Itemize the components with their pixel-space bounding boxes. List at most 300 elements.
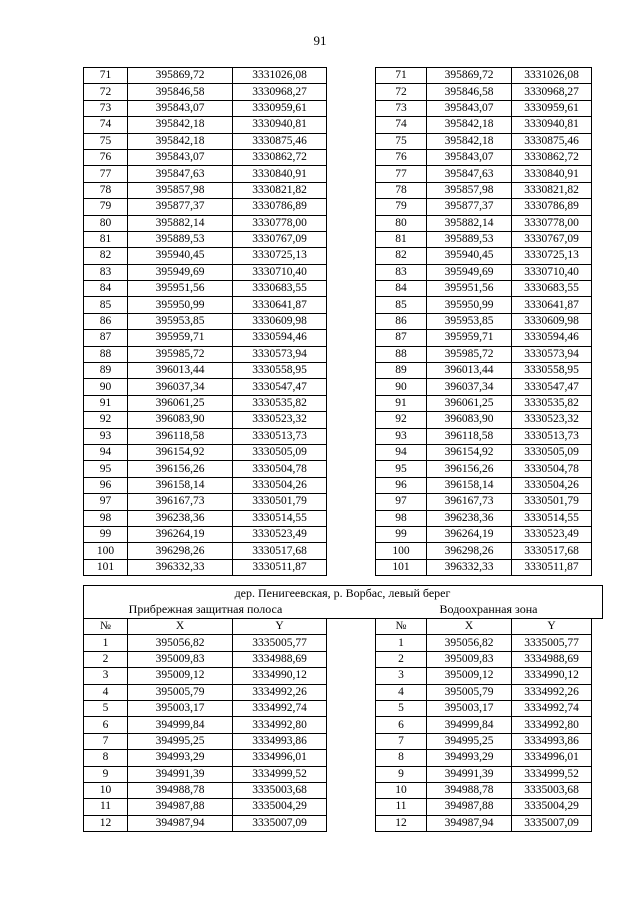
point-number: 83 — [376, 264, 427, 280]
point-number: 71 — [376, 68, 427, 84]
coordinate-y: 3334992,26 — [233, 684, 327, 700]
table-row — [376, 100, 592, 116]
coordinate-x: 396013,44 — [427, 363, 512, 379]
coordinate-y: 3330683,55 — [233, 281, 327, 297]
coordinate-y: 3330609,98 — [512, 313, 592, 329]
table-row — [376, 281, 592, 297]
coordinate-y: 3335005,77 — [512, 635, 592, 651]
point-number: 84 — [84, 281, 128, 297]
coordinate-y: 3330501,79 — [233, 494, 327, 510]
coordinate-x: 396264,19 — [427, 526, 512, 542]
coordinate-x: 395953,85 — [427, 313, 512, 329]
point-number: 7 — [376, 733, 427, 749]
point-number: 94 — [84, 444, 128, 460]
point-number: 11 — [376, 799, 427, 815]
coordinate-x: 395005,79 — [427, 684, 512, 700]
coordinate-y: 3330821,82 — [233, 182, 327, 198]
table-row — [376, 166, 592, 182]
header-x: X — [128, 619, 233, 635]
coordinate-x: 396013,44 — [128, 363, 233, 379]
coordinate-x: 395985,72 — [427, 346, 512, 362]
coordinate-y: 3330535,82 — [512, 395, 592, 411]
point-number: 99 — [84, 526, 128, 542]
point-number: 98 — [84, 510, 128, 526]
coordinate-x: 395857,98 — [427, 182, 512, 198]
table-row — [84, 248, 327, 264]
coordinate-x: 396061,25 — [427, 395, 512, 411]
coordinate-x: 396037,34 — [427, 379, 512, 395]
coordinate-x: 395842,18 — [128, 117, 233, 133]
coordinate-y: 3334992,80 — [512, 717, 592, 733]
point-number: 76 — [84, 149, 128, 165]
point-number: 73 — [84, 100, 128, 116]
coordinate-y: 3330940,81 — [512, 117, 592, 133]
point-number: 96 — [84, 477, 128, 493]
point-number: 86 — [84, 313, 128, 329]
table-row — [84, 750, 327, 766]
coordinate-y: 3330710,40 — [233, 264, 327, 280]
point-number: 88 — [376, 346, 427, 362]
point-number: 98 — [376, 510, 427, 526]
point-number: 89 — [376, 363, 427, 379]
coordinate-x: 396154,92 — [427, 444, 512, 460]
coordinate-y: 3330505,09 — [233, 444, 327, 460]
table-row — [376, 215, 592, 231]
coordinate-x: 396156,26 — [128, 461, 233, 477]
point-number: 3 — [376, 668, 427, 684]
coordinate-y: 3330517,68 — [512, 543, 592, 559]
coordinate-x: 395842,18 — [427, 133, 512, 149]
table-row — [376, 684, 592, 700]
coordinate-x: 396037,34 — [128, 379, 233, 395]
coordinate-x: 394991,39 — [427, 766, 512, 782]
coordinate-y: 3335004,29 — [233, 799, 327, 815]
coordinate-y: 3335004,29 — [512, 799, 592, 815]
point-number: 100 — [84, 543, 128, 559]
coordinate-y: 3334988,69 — [233, 651, 327, 667]
coordinate-y: 3330725,13 — [512, 248, 592, 264]
table-row — [84, 281, 327, 297]
table-header-row — [84, 619, 327, 635]
table-row — [84, 477, 327, 493]
coordinate-x: 395882,14 — [128, 215, 233, 231]
coordinate-y: 3330862,72 — [512, 149, 592, 165]
coordinate-x: 396154,92 — [128, 444, 233, 460]
point-number: 77 — [376, 166, 427, 182]
coordinate-y: 3330609,98 — [233, 313, 327, 329]
coordinate-x: 394988,78 — [128, 782, 233, 798]
coordinate-x: 395940,45 — [128, 248, 233, 264]
coordinate-y: 3330725,13 — [233, 248, 327, 264]
coordinate-x: 394995,25 — [128, 733, 233, 749]
coordinate-y: 3330940,81 — [233, 117, 327, 133]
coordinate-x: 396238,36 — [427, 510, 512, 526]
coordinate-x: 394991,39 — [128, 766, 233, 782]
coordinate-x: 395949,69 — [427, 264, 512, 280]
point-number: 6 — [84, 717, 128, 733]
coordinate-y: 3330523,49 — [512, 526, 592, 542]
table-row — [84, 149, 327, 165]
table-row — [376, 799, 592, 815]
right-zone-title: Водоохранная зона — [439, 602, 538, 616]
point-number: 94 — [376, 444, 427, 460]
table-row — [376, 68, 592, 84]
coordinate-y: 3330547,47 — [512, 379, 592, 395]
coordinate-x: 395889,53 — [128, 231, 233, 247]
point-number: 92 — [376, 412, 427, 428]
coordinate-x: 394999,84 — [128, 717, 233, 733]
point-number: 88 — [84, 346, 128, 362]
coordinate-y: 3330959,61 — [233, 100, 327, 116]
point-number: 87 — [376, 330, 427, 346]
coordinate-y: 3331026,08 — [512, 68, 592, 84]
coordinate-x: 395959,71 — [128, 330, 233, 346]
table-row — [376, 543, 592, 559]
table-row — [376, 346, 592, 362]
coordinate-x: 396298,26 — [427, 543, 512, 559]
coordinate-x: 394987,88 — [427, 799, 512, 815]
point-number: 100 — [376, 543, 427, 559]
table-row — [376, 133, 592, 149]
table-row — [84, 428, 327, 444]
coordinate-x: 394987,94 — [128, 815, 233, 831]
coordinate-x: 394993,29 — [128, 750, 233, 766]
coordinate-x: 395056,82 — [128, 635, 233, 651]
coordinate-x: 394995,25 — [427, 733, 512, 749]
coordinate-x: 395951,56 — [128, 281, 233, 297]
coordinate-y: 3330840,91 — [233, 166, 327, 182]
coordinate-y: 3330710,40 — [512, 264, 592, 280]
coordinate-y: 3330504,78 — [512, 461, 592, 477]
coordinate-y: 3334999,52 — [512, 766, 592, 782]
table-row — [84, 412, 327, 428]
coordinate-y: 3330767,09 — [512, 231, 592, 247]
coordinate-y: 3334992,74 — [512, 700, 592, 716]
table-row — [376, 297, 592, 313]
point-number: 71 — [84, 68, 128, 84]
table-row — [376, 668, 592, 684]
point-number: 77 — [84, 166, 128, 182]
point-number: 101 — [376, 559, 427, 575]
coordinate-y: 3330840,91 — [512, 166, 592, 182]
table-row — [376, 733, 592, 749]
table-row — [376, 231, 592, 247]
point-number: 79 — [84, 199, 128, 215]
point-number: 90 — [376, 379, 427, 395]
point-number: 12 — [376, 815, 427, 831]
coordinate-y: 3330778,00 — [233, 215, 327, 231]
coordinate-y: 3330778,00 — [512, 215, 592, 231]
coordinate-y: 3330683,55 — [512, 281, 592, 297]
point-number: 92 — [84, 412, 128, 428]
point-number: 80 — [376, 215, 427, 231]
coordinate-y: 3334990,12 — [512, 668, 592, 684]
table-row — [376, 635, 592, 651]
point-number: 72 — [376, 84, 427, 100]
coordinate-y: 3330511,87 — [233, 559, 327, 575]
coordinate-y: 3330523,32 — [512, 412, 592, 428]
coordinate-y: 3334992,74 — [233, 700, 327, 716]
table-row — [84, 313, 327, 329]
table-row — [84, 461, 327, 477]
coordinate-y: 3330968,27 — [512, 84, 592, 100]
point-number: 101 — [84, 559, 128, 575]
point-number: 75 — [376, 133, 427, 149]
coordinate-x: 396167,73 — [427, 494, 512, 510]
coordinate-y: 3330594,46 — [512, 330, 592, 346]
coordinates-table-top-right — [375, 67, 592, 576]
table-row — [376, 84, 592, 100]
coordinate-y: 3330505,09 — [512, 444, 592, 460]
point-number: 97 — [84, 494, 128, 510]
table-row — [376, 461, 592, 477]
table-row — [376, 313, 592, 329]
coordinate-y: 3335007,09 — [512, 815, 592, 831]
table-row — [84, 100, 327, 116]
coordinate-x: 395003,17 — [128, 700, 233, 716]
coordinate-x: 396332,33 — [128, 559, 233, 575]
coordinate-x: 395959,71 — [427, 330, 512, 346]
coordinate-x: 395877,37 — [427, 199, 512, 215]
table-row — [84, 379, 327, 395]
coordinate-x: 395951,56 — [427, 281, 512, 297]
table-row — [84, 510, 327, 526]
point-number: 91 — [376, 395, 427, 411]
coordinate-y: 3334996,01 — [512, 750, 592, 766]
table-row — [84, 166, 327, 182]
table-row — [376, 149, 592, 165]
table-row — [376, 264, 592, 280]
point-number: 81 — [84, 231, 128, 247]
coordinate-y: 3330514,55 — [233, 510, 327, 526]
point-number: 84 — [376, 281, 427, 297]
table-row — [376, 750, 592, 766]
coordinate-x: 396156,26 — [427, 461, 512, 477]
coordinate-x: 395842,18 — [427, 117, 512, 133]
table-row — [84, 494, 327, 510]
header-y: Y — [233, 619, 327, 635]
coordinate-x: 395950,99 — [128, 297, 233, 313]
coordinate-x: 395005,79 — [128, 684, 233, 700]
point-number: 83 — [84, 264, 128, 280]
point-number: 95 — [376, 461, 427, 477]
coordinate-y: 3330786,89 — [233, 199, 327, 215]
coordinate-y: 3330514,55 — [512, 510, 592, 526]
point-number: 74 — [376, 117, 427, 133]
coordinate-x: 395009,83 — [427, 651, 512, 667]
table-header-row — [376, 619, 592, 635]
point-number: 95 — [84, 461, 128, 477]
point-number: 80 — [84, 215, 128, 231]
table-row — [84, 346, 327, 362]
point-number: 93 — [376, 428, 427, 444]
table-row — [376, 117, 592, 133]
coordinate-x: 395950,99 — [427, 297, 512, 313]
coordinate-x: 395949,69 — [128, 264, 233, 280]
coordinate-x: 395940,45 — [427, 248, 512, 264]
coordinate-y: 3330501,79 — [512, 494, 592, 510]
table-row — [376, 330, 592, 346]
coordinate-x: 396264,19 — [128, 526, 233, 542]
point-number: 81 — [376, 231, 427, 247]
coordinate-y: 3330821,82 — [512, 182, 592, 198]
coordinate-x: 396332,33 — [427, 559, 512, 575]
coordinate-x: 394988,78 — [427, 782, 512, 798]
point-number: 72 — [84, 84, 128, 100]
point-number: 3 — [84, 668, 128, 684]
table-row — [84, 733, 327, 749]
table-row — [376, 559, 592, 575]
coordinate-x: 395843,07 — [427, 100, 512, 116]
coordinate-x: 395843,07 — [128, 149, 233, 165]
coordinate-y: 3330547,47 — [233, 379, 327, 395]
table-row — [84, 68, 327, 84]
coordinate-x: 396158,14 — [427, 477, 512, 493]
table-row — [84, 182, 327, 198]
table-row — [376, 182, 592, 198]
point-number: 10 — [84, 782, 128, 798]
coordinate-y: 3330959,61 — [512, 100, 592, 116]
point-number: 4 — [376, 684, 427, 700]
coordinate-x: 395847,63 — [128, 166, 233, 182]
table-row — [84, 133, 327, 149]
coordinate-x: 396061,25 — [128, 395, 233, 411]
table-row — [84, 543, 327, 559]
point-number: 8 — [84, 750, 128, 766]
table-row — [84, 330, 327, 346]
coordinate-x: 396118,58 — [427, 428, 512, 444]
coordinate-y: 3330875,46 — [512, 133, 592, 149]
coordinate-y: 3330573,94 — [233, 346, 327, 362]
table-row — [376, 363, 592, 379]
coordinate-x: 394999,84 — [427, 717, 512, 733]
table-row — [84, 395, 327, 411]
coordinate-x: 395847,63 — [427, 166, 512, 182]
coordinate-y: 3330517,68 — [233, 543, 327, 559]
table-row — [376, 395, 592, 411]
coordinate-y: 3334996,01 — [233, 750, 327, 766]
point-number: 78 — [84, 182, 128, 198]
table-row — [376, 248, 592, 264]
point-number: 78 — [376, 182, 427, 198]
coordinate-x: 396083,90 — [427, 412, 512, 428]
table-row — [84, 297, 327, 313]
coordinates-table-bottom-left — [83, 618, 327, 832]
point-number: 6 — [376, 717, 427, 733]
table-row — [84, 84, 327, 100]
point-number: 73 — [376, 100, 427, 116]
coordinate-y: 3330535,82 — [233, 395, 327, 411]
point-number: 5 — [84, 700, 128, 716]
point-number: 4 — [84, 684, 128, 700]
coordinate-y: 3330513,73 — [512, 428, 592, 444]
point-number: 76 — [376, 149, 427, 165]
table-row — [376, 766, 592, 782]
coordinate-x: 395882,14 — [427, 215, 512, 231]
coordinate-y: 3334993,86 — [233, 733, 327, 749]
point-number: 82 — [84, 248, 128, 264]
coordinate-y: 3330523,32 — [233, 412, 327, 428]
coordinates-table-bottom-right — [375, 618, 592, 832]
table-row — [84, 363, 327, 379]
table-row — [84, 117, 327, 133]
table-row — [376, 199, 592, 215]
point-number: 12 — [84, 815, 128, 831]
coordinate-x: 395869,72 — [128, 68, 233, 84]
point-number: 1 — [376, 635, 427, 651]
table-row — [376, 428, 592, 444]
table-row — [376, 651, 592, 667]
coordinate-y: 3330573,94 — [512, 346, 592, 362]
coordinate-y: 3330504,26 — [233, 477, 327, 493]
page-number: 91 — [313, 33, 327, 48]
table-row — [84, 700, 327, 716]
coordinate-y: 3335003,68 — [512, 782, 592, 798]
coordinate-x: 396298,26 — [128, 543, 233, 559]
coordinate-x: 395985,72 — [128, 346, 233, 362]
header-y: Y — [512, 619, 592, 635]
coordinate-y: 3330504,78 — [233, 461, 327, 477]
coordinate-x: 395889,53 — [427, 231, 512, 247]
point-number: 87 — [84, 330, 128, 346]
point-number: 9 — [84, 766, 128, 782]
coordinate-y: 3334988,69 — [512, 651, 592, 667]
table-row — [84, 782, 327, 798]
coordinate-y: 3330511,87 — [512, 559, 592, 575]
table-row — [376, 444, 592, 460]
header-number: № — [84, 619, 128, 635]
table-row — [84, 215, 327, 231]
point-number: 9 — [376, 766, 427, 782]
coordinate-y: 3334990,12 — [233, 668, 327, 684]
point-number: 99 — [376, 526, 427, 542]
point-number: 5 — [376, 700, 427, 716]
coordinate-y: 3334992,80 — [233, 717, 327, 733]
coordinate-x: 395843,07 — [128, 100, 233, 116]
point-number: 85 — [376, 297, 427, 313]
coordinate-y: 3330786,89 — [512, 199, 592, 215]
table-row — [376, 477, 592, 493]
table-row — [376, 412, 592, 428]
coordinates-table-top-left — [83, 67, 327, 576]
point-number: 74 — [84, 117, 128, 133]
coordinate-y: 3330862,72 — [233, 149, 327, 165]
table-row — [84, 799, 327, 815]
coordinate-y: 3330558,95 — [233, 363, 327, 379]
coordinate-y: 3335007,09 — [233, 815, 327, 831]
table-row — [84, 766, 327, 782]
point-number: 90 — [84, 379, 128, 395]
point-number: 85 — [84, 297, 128, 313]
section-title: дер. Пенигеевская, р. Ворбас, левый берег — [234, 586, 451, 600]
coordinate-x: 395056,82 — [427, 635, 512, 651]
coordinate-y: 3330641,87 — [512, 297, 592, 313]
point-number: 97 — [376, 494, 427, 510]
table-row — [376, 717, 592, 733]
table-row — [84, 559, 327, 575]
coordinate-y: 3330968,27 — [233, 84, 327, 100]
coordinate-x: 395003,17 — [427, 700, 512, 716]
table-row — [84, 526, 327, 542]
point-number: 89 — [84, 363, 128, 379]
coordinate-x: 395953,85 — [128, 313, 233, 329]
coordinate-y: 3331026,08 — [233, 68, 327, 84]
coordinate-y: 3335005,77 — [233, 635, 327, 651]
point-number: 2 — [376, 651, 427, 667]
point-number: 75 — [84, 133, 128, 149]
coordinate-x: 396238,36 — [128, 510, 233, 526]
coordinate-x: 395846,58 — [427, 84, 512, 100]
